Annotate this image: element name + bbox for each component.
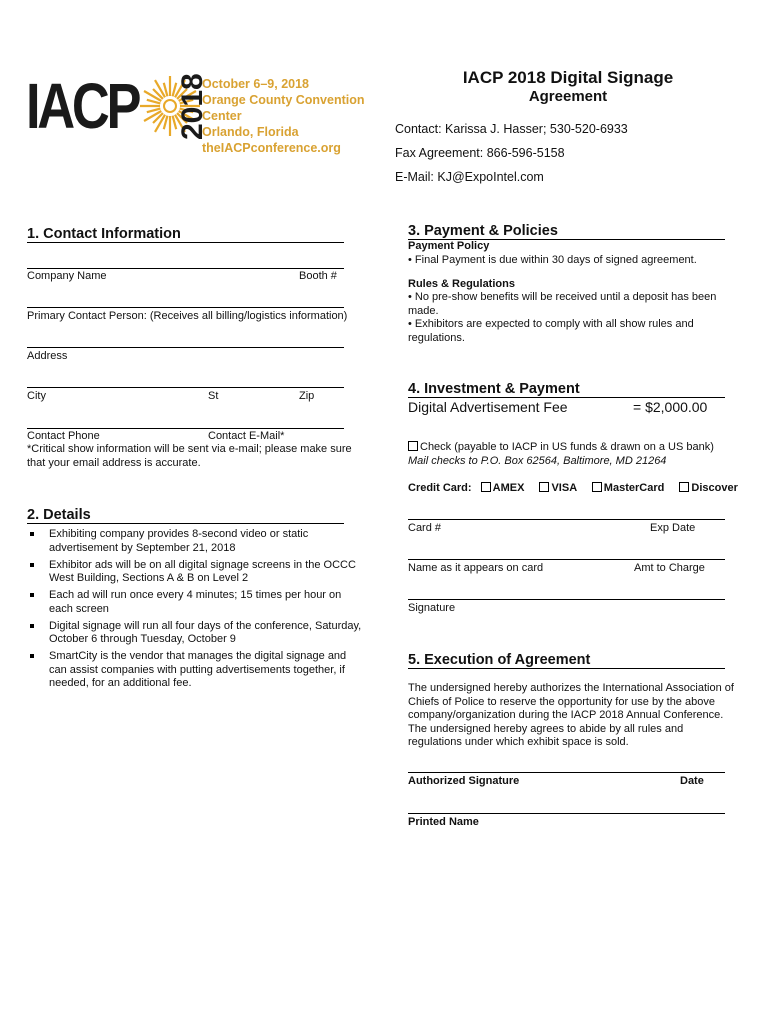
exp-date-label: Exp Date [650, 522, 696, 534]
fee-label: Digital Advertisement Fee [408, 399, 568, 415]
card-option-amex[interactable]: AMEX [481, 482, 525, 494]
rules-text-2: • Exhibitors are expected to comply with all show rules and regulations. [408, 318, 694, 344]
email-note: *Critical show information will be sent via e-mail; please make sure that your email address is accurate. [27, 443, 352, 469]
detail-item: Digital signage will run all four days of the conference, Saturday, October 6 through Tuesday, October 9 [27, 620, 362, 647]
checkbox-icon[interactable] [481, 482, 491, 492]
name-on-card-label: Name as it appears on card [408, 562, 544, 574]
rules-heading: Rules & Regulations [408, 278, 515, 290]
logo-wordmark: IACP [26, 70, 139, 142]
logo-year: 2018 [176, 73, 209, 140]
iacp-logo [26, 70, 371, 155]
card-option-visa[interactable]: VISA [539, 482, 576, 494]
card-option-mastercard[interactable]: MasterCard [592, 482, 665, 494]
contact-email-label: Contact E-Mail* [208, 430, 285, 442]
address-line[interactable] [27, 347, 344, 348]
credit-card-label: Credit Card: [408, 482, 472, 494]
fax-line: Fax Agreement: 866-596-5158 [395, 146, 565, 160]
card-number-line[interactable] [408, 519, 725, 520]
section-details-title: 2. Details [27, 507, 344, 524]
detail-item: Each ad will run once every 4 minutes; 15 times per hour on each screen [27, 589, 362, 616]
section-payment-title: 3. Payment & Policies [408, 223, 725, 240]
logo-city: Orlando, Florida [202, 125, 299, 139]
checkbox-icon[interactable] [679, 482, 689, 492]
state-label: St [208, 390, 219, 402]
zip-label: Zip [299, 390, 315, 402]
detail-item: Exhibitor ads will be on all digital signage screens in the OCCC West Building, Sections A & B on Level 2 [27, 559, 362, 586]
section-investment-title: 4. Investment & Payment [408, 381, 725, 398]
check-option[interactable] [408, 441, 714, 455]
contact-phone-label: Contact Phone [27, 430, 100, 442]
logo-dates: October 6–9, 2018 [202, 77, 310, 91]
checkbox-icon[interactable] [539, 482, 549, 492]
logo-event-info [202, 76, 371, 156]
phone-email-line[interactable] [27, 428, 344, 429]
printed-name-line[interactable] [408, 813, 725, 814]
credit-card-row [408, 482, 748, 496]
mail-checks-text: Mail checks to P.O. Box 62564, Baltimore, MD 21264 [408, 455, 667, 467]
address-label: Address [27, 350, 68, 362]
printed-name-label: Printed Name [408, 816, 479, 828]
city-label: City [27, 390, 46, 402]
company-name-label: Company Name [27, 270, 107, 282]
logo-venue: Orange County Convention Center [202, 93, 365, 123]
contact-line: Contact: Karissa J. Hasser; 530-520-6933 [395, 122, 628, 136]
fee-amount: = $2,000.00 [633, 399, 708, 415]
detail-item: Exhibiting company provides 8-second video or static advertisement by September 21, 2018 [27, 528, 362, 555]
rules-text-1: • No pre-show benefits will be received until a deposit has been made. [408, 291, 717, 317]
payment-policy-heading: Payment Policy [408, 240, 490, 252]
section-execution-title: 5. Execution of Agreement [408, 652, 725, 669]
detail-item: SmartCity is the vendor that manages the digital signage and can assist companies with putting advertisements together, if needed, for an additional fee. [27, 650, 362, 691]
check-text: Check (payable to IACP in US funds & drawn on a US bank) [420, 441, 714, 453]
signature-line[interactable] [408, 599, 725, 600]
page-title: IACP 2018 Digital Signage [462, 68, 674, 87]
logo-website: theIACPconference.org [202, 141, 341, 155]
section-contact-title: 1. Contact Information [27, 226, 344, 243]
sun-center [164, 100, 176, 112]
execution-text: The undersigned hereby authorizes the International Association of Chiefs of Police to reserve the opportunity for use by the above company/organization during the IACP 2018 Annual Conference. The undersigned hereby agrees to abide by all rules and regulations under which exhibit space is sold. [408, 682, 734, 748]
date-label: Date [680, 775, 704, 787]
card-option-discover[interactable]: Discover [679, 482, 737, 494]
company-name-line[interactable] [27, 268, 344, 269]
page-subtitle: Agreement [528, 88, 608, 105]
payment-policy-text: • Final Payment is due within 30 days of signed agreement. [408, 254, 697, 266]
booth-label: Booth # [299, 270, 337, 282]
authorized-signature-label: Authorized Signature [408, 775, 520, 787]
amount-to-charge-label: Amt to Charge [634, 562, 705, 574]
card-number-label: Card # [408, 522, 442, 534]
name-on-card-line[interactable] [408, 559, 725, 560]
authorized-signature-line[interactable] [408, 772, 725, 773]
primary-contact-label: Primary Contact Person: (Receives all billing/logistics information) [27, 310, 348, 322]
primary-contact-line[interactable] [27, 307, 344, 308]
email-line: E-Mail: KJ@ExpoIntel.com [395, 170, 544, 184]
checkbox-icon[interactable] [408, 441, 418, 451]
signature-label: Signature [408, 602, 456, 614]
details-list [27, 528, 362, 694]
checkbox-icon[interactable] [592, 482, 602, 492]
city-line[interactable] [27, 387, 344, 388]
